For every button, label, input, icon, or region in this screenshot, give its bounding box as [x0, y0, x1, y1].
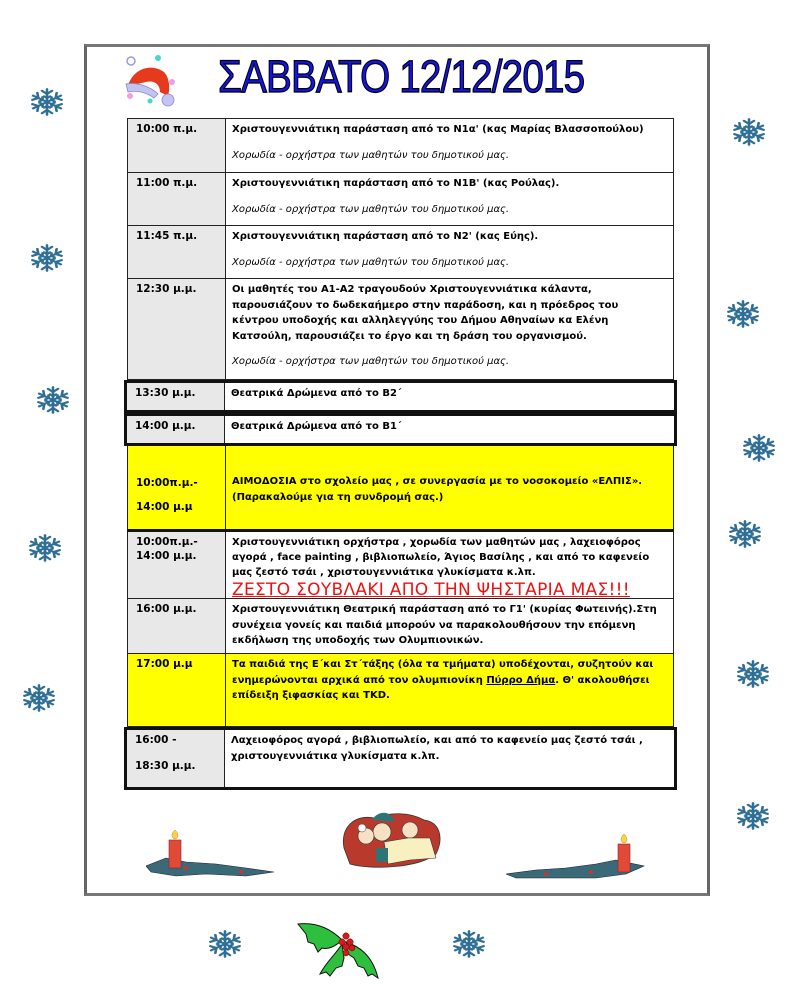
- description-cell: Λαχειοφόρος αγορά , βιβλιοπωλείο, και από το καφενείο μας ζεστό τσάι , χριστουγεννιάτικα γλυκίσματα κ.λπ.: [231, 735, 643, 762]
- schedule-row: [124, 413, 677, 446]
- schedule-row: [127, 279, 674, 380]
- holly-icon: [296, 920, 392, 982]
- candle-holly-icon: [506, 830, 646, 880]
- snowflake-icon: [446, 926, 492, 962]
- event-text: Χριστουγεννιάτικη παράσταση από το Ν1α' (κας Μαρίας Βλασσοπούλου): [232, 124, 644, 135]
- schedule-row: [127, 599, 674, 654]
- alert-text: ΖΕΣΤΟ ΣΟΥΒΛΑΚΙ ΑΠΟ ΤΗΝ ΨΗΣΤΑΡΙΑ ΜΑΣ!!!: [232, 580, 630, 600]
- time-cell: 13:30 μ.μ.: [127, 383, 225, 410]
- event-text: Χριστουγεννιάτικη ορχήστρα , χορωδία των μαθητών μας , λαχειοφόρος αγορά , face painting , βιβλιοπωλείο, Άγιος Βασίλης , και από το καφενείο μας ζεστό τσάι , χριστουγεννιάτικα γλυκίσματα κ.λπ.: [232, 537, 650, 578]
- snowflake-icon: [30, 382, 76, 418]
- time-cell: 12:30 μ.μ.: [128, 279, 226, 379]
- schedule-row: [127, 446, 674, 532]
- time-start: 16:00 -: [135, 734, 177, 746]
- description-cell: Θεατρικά Δρώμενα από το Β1΄: [231, 421, 402, 432]
- description-cell: [226, 279, 673, 379]
- candle-holly-icon: [146, 828, 276, 878]
- snowflake-icon: [202, 926, 248, 962]
- schedule-row: [127, 654, 674, 727]
- description-cell: Χριστουγεννιάτικη Θεατρική παράσταση από το Γ1' (κυρίας Φωτεινής).Στη συνέχεια γονείς και παιδιά μπορούν να παρακολουθήσουν την επόμενη εκδήλωση της υποδοχής των Ολυμπιονικών.: [232, 604, 657, 646]
- snowflake-icon: [736, 430, 782, 466]
- time-end: 14:00 μ.μ: [136, 501, 193, 513]
- snowflake-icon: [730, 798, 776, 834]
- event-note: Χορωδία - ορχήστρα των μαθητών του δημοτικού μας.: [232, 356, 510, 367]
- schedule-table: [127, 118, 674, 790]
- carolers-icon: [340, 808, 450, 870]
- athlete-name: Πύρρο Δήμα: [486, 674, 556, 686]
- schedule-row: [127, 226, 674, 279]
- time-cell: 17:00 μ.μ: [128, 654, 226, 726]
- page-title: ΣΑΒΒΑΤΟ 12/12/2015: [218, 51, 585, 102]
- event-text: Χριστουγεννιάτικη παράσταση από το Ν1Β' (κας Ρούλας).: [232, 178, 560, 189]
- time-cell: 11:00 π.μ.: [128, 173, 226, 225]
- description-cell: [226, 226, 673, 278]
- time-end: 18:30 μ.μ.: [135, 760, 196, 772]
- schedule-row: [127, 532, 674, 599]
- event-text: Χριστουγεννιάτικη παράσταση από το Ν2' (κας Εύης).: [232, 231, 539, 242]
- description-cell: ΑΙΜΟΔΟΣΙΑ στο σχολείο μας , σε συνεργασία με το νοσοκομείο «ΕΛΠΙΣ». (Παρακαλούμε για τη συνδρομή σας.): [226, 446, 673, 529]
- time-cell: 16:00 μ.μ.: [128, 599, 226, 653]
- snowflake-icon: [22, 530, 68, 566]
- schedule-row: [124, 727, 677, 790]
- time-start: 10:00π.μ.-: [136, 536, 198, 548]
- description-cell: [226, 173, 673, 225]
- event-text: Οι μαθητές του Α1-Α2 τραγουδούν Χριστουγεννιάτικα κάλαντα, παρουσιάζουν το δωδεκαήμερο στην παράδοση, και η πρόεδρος του κέντρου υποδοχής και αλληλεγγύης του Δήμου Αθηναίων κα Ελένη Κατσούλη, παρουσιάζει το έργο και τη δράση του οργανισμού.: [232, 284, 619, 342]
- event-note: Χορωδία - ορχήστρα των μαθητών του δημοτικού μας.: [232, 256, 510, 268]
- description-cell: [226, 654, 673, 726]
- time-cell: [128, 532, 226, 598]
- snowflake-icon: [726, 114, 772, 150]
- snowflake-icon: [24, 84, 70, 120]
- snowflake-icon: [24, 240, 70, 276]
- description-cell: [226, 532, 673, 598]
- time-cell: 10:00 π.μ.: [128, 119, 226, 172]
- time-cell: 14:00 μ.μ.: [127, 416, 225, 443]
- event-note: Χορωδία - ορχήστρα των μαθητών του δημοτικού μας.: [232, 203, 510, 215]
- description-cell: Θεατρικά Δρώμενα από το Β2΄: [231, 388, 402, 399]
- event-text: . Θ' ακολουθήσει επίδειξη ξιφασκίας και TKD.: [232, 674, 650, 701]
- snowflake-icon: [16, 680, 62, 716]
- schedule-row: [127, 118, 674, 173]
- time-cell: [128, 446, 226, 529]
- snowflake-icon: [722, 516, 768, 552]
- snowflake-icon: [730, 656, 776, 692]
- time-start: 10:00π.μ.-: [136, 477, 198, 489]
- event-text: Τα παιδιά της Ε΄και Στ΄τάξης (όλα τα τμήματα) υποδέχονται, συζητούν και ενημερώνονται αρχικά από τον ολυμπιονίκη: [232, 659, 654, 686]
- event-note: Χορωδία - ορχήστρα των μαθητών του δημοτικού μας.: [232, 149, 510, 161]
- snowflake-icon: [720, 296, 766, 332]
- time-end: 14:00 μ.μ.: [136, 550, 197, 562]
- schedule-row: [124, 380, 677, 413]
- time-cell: 11:45 π.μ.: [128, 226, 226, 278]
- schedule-row: [127, 173, 674, 226]
- santa-hat-icon: [122, 52, 184, 108]
- time-cell: [127, 730, 225, 787]
- description-cell: [226, 119, 673, 172]
